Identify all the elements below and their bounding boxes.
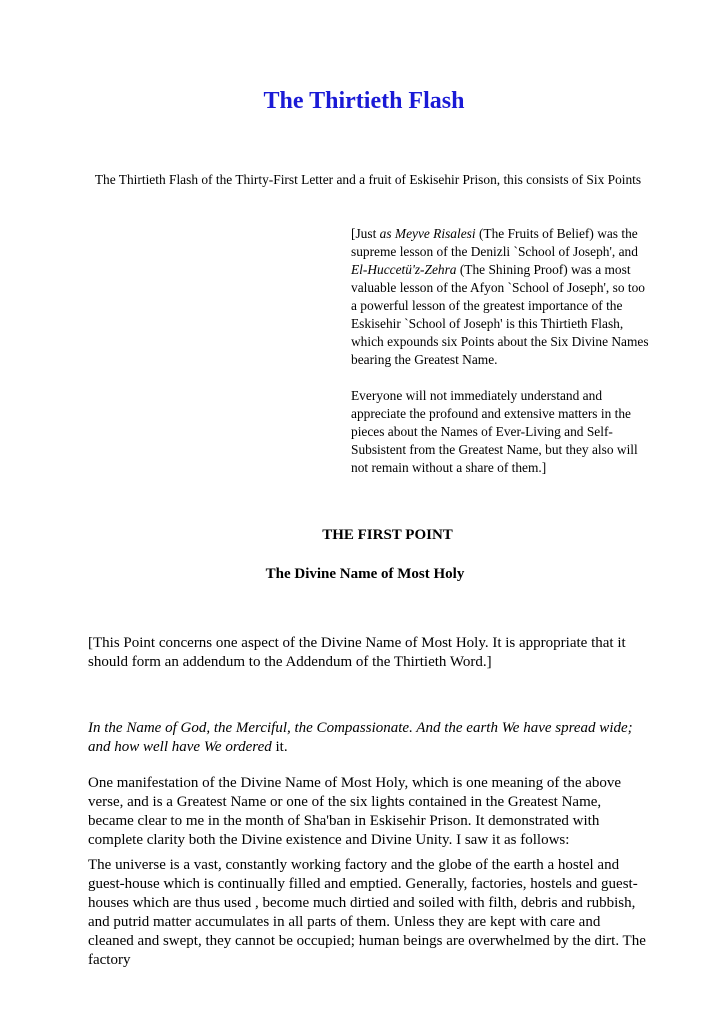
note-text: [Just: [351, 226, 380, 241]
note-paragraph-1: [351, 225, 651, 369]
subtitle: The Thirtieth Flash of the Thirty-First Letter and a fruit of Eskisehir Prison, this consists of Six Points: [94, 172, 642, 187]
verse-tail: it.: [271, 739, 288, 755]
body-paragraph-2: The universe is a vast, constantly working factory and the globe of the earth a hostel and guest-house which is continually filled and emptied. Generally, factories, hostels and guest-houses which are thus used , become much dirtied and soiled with filth, debris and rubbish, and putrid matter accumulates in all parts of them. Unless they are kept with care and cleaned and swept, they cannot be occupied; human beings are overwhelmed by the dirt. The factory: [88, 857, 646, 968]
note-text: (The Shining Proof) was a most valuable lesson of the Afyon `School of Joseph', so too a powerful lesson of the greatest importance of the Eskisehir `School of Joseph' is this Thirtieth Flash, which expounds six Points about the Six Divine Names bearing the Greatest Name.: [351, 262, 649, 367]
note-italic-title: as Meyve Risalesi: [379, 226, 476, 241]
note-paragraph-2: Everyone will not immediately understand and appreciate the profound and extensive matters in the pieces about the Names of Ever-Living and Self-Subsistent from the Greatest Name, but they also will not remain without a share of them.]: [351, 388, 638, 475]
note-italic-title: El-Huccetü'z-Zehra: [351, 262, 457, 277]
section-subheading: The Divine Name of Most Holy: [265, 566, 465, 582]
verse-italic: In the Name of God, the Merciful, the Compassionate. And the earth We have spread wide; and how well have We ordered: [88, 720, 633, 755]
intro-paragraph: [This Point concerns one aspect of the Divine Name of Most Holy. It is appropriate that it should form an addendum to the Addendum of the Thirtieth Word.]: [88, 635, 626, 670]
note-text: (The Fruits of Belief) was the supreme lesson of the Denizli `School of Joseph', and: [351, 226, 638, 259]
section-heading: THE FIRST POINT: [322, 527, 453, 543]
body-paragraph-1: One manifestation of the Divine Name of Most Holy, which is one meaning of the above verse, and is a Greatest Name or one of the six lights contained in the Greatest Name, became clear to me in the month of Sha'ban in Eskisehir Prison. It demonstrated with complete clarity both the Divine existence and Divine Unity. I saw it as follows:: [88, 775, 622, 848]
verse-paragraph: [88, 719, 648, 757]
page-title: The Thirtieth Flash: [263, 88, 465, 114]
bracketed-note: [351, 225, 651, 477]
